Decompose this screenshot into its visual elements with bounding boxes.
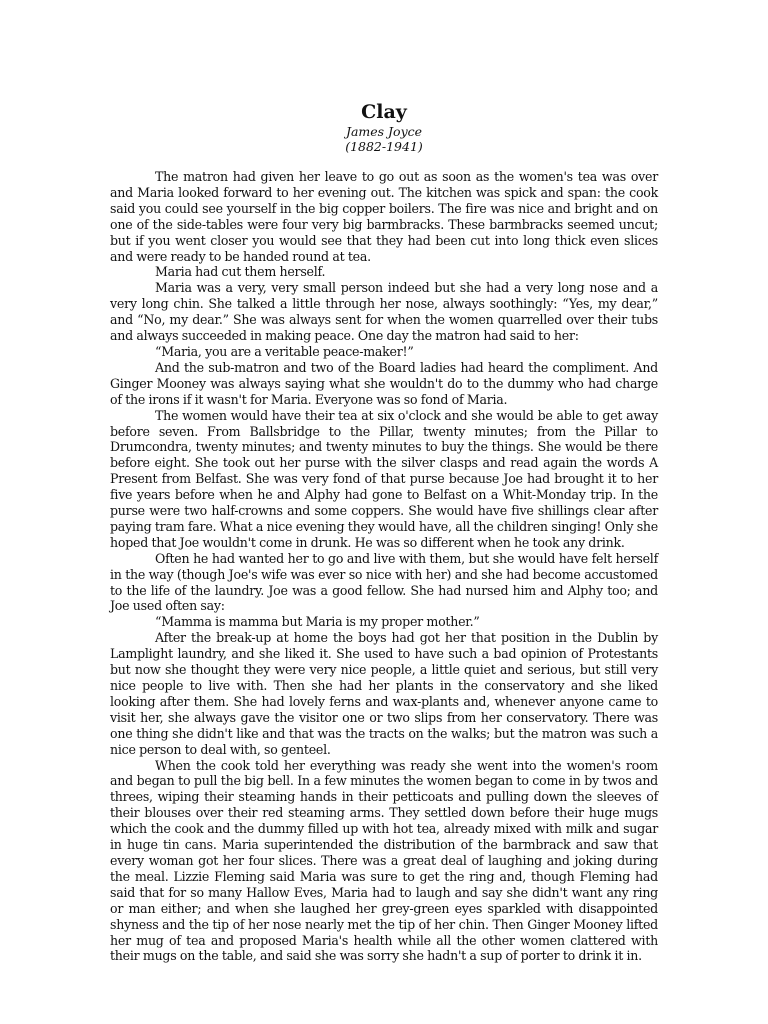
paragraph: When the cook told her everything was ready she went into the women's room and began to pull the big bell. In a few minutes the women began to come in by twos and threes, wiping their steaming hands in their petticoats and pulling down the sleeves of their blouses over their red steaming arms. They settled down before their huge mugs which the cook and the dummy filled up with hot tea, already mixed with milk and sugar in huge tin cans. Maria superintended the distribution of the barmbrack and saw that every woman got her four slices. There was a great deal of laughing and joking during the meal. Lizzie Fleming said Maria was sure to get the ring and, though Fleming had said that for so many Hallow Eves, Maria had to laugh and say she didn't want any ring or man either; and when she laughed her grey-green eyes sparkled with disappointed shyness and the tip of her nose nearly met the tip of her chin. Then Ginger Mooney lifted her mug of tea and proposed Maria's health while all the other women clattered with their mugs on the table, and said she was sorry she hadn't a sup of porter to drink it in.	[110, 757, 658, 964]
author-dates: (1882-1941)	[345, 139, 423, 154]
paragraph: The matron had given her leave to go out as soon as the women's tea was over and Maria looked forward to her evening out. The kitchen was spick and span: the cook said you could see yourself in the big copper boilers. The fire was nice and bright and on one of the side-tables were four very big barmbracks. These barmbracks seemed uncut; but if you went closer you would see that they had been cut into long thick even slices and were ready to be handed round at tea.	[110, 169, 658, 264]
paragraph: “Maria, you are a veritable peace-maker!”	[155, 343, 414, 359]
paragraph: And the sub-matron and two of the Board ladies had heard the compliment. And Ginger Mooney was always saying what she wouldn't do to the dummy who had charge of the irons if it wasn't for Maria. Everyone was so fond of Maria.	[110, 359, 658, 407]
paragraph: After the break-up at home the boys had got her that position in the Dublin by Lamplight laundry, and she liked it. She used to have such a bad opinion of Protestants but now she thought they were very nice people, a little quiet and serious, but still very nice people to live with. Then she had her plants in the conservatory and she liked looking after them. She had lovely ferns and wax-plants and, whenever anyone came to visit her, she always gave the visitor one or two slips from her conservatory. There was one thing she didn't like and that was the tracts on the walks; but the matron was such a nice person to deal with, so genteel.	[110, 630, 658, 757]
story-body	[110, 169, 658, 964]
paragraph: “Mamma is mamma but Maria is my proper mother.”	[155, 614, 480, 630]
author-name: James Joyce	[345, 124, 423, 139]
story-title: Clay	[361, 101, 407, 123]
paragraph: The women would have their tea at six o'clock and she would be able to get away before seven. From Ballsbridge to the Pillar, twenty minutes; from the Pillar to Drumcondra, twenty minutes; and twenty minutes to buy the things. She would be there before eight. She took out her purse with the silver clasps and read again the words A Present from Belfast. She was very fond of that purse because Joe had brought it to her five years before when he and Alphy had gone to Belfast on a Whit-Monday trip. In the purse were two half-crowns and some coppers. She would have five shillings clear after paying tram fare. What a nice evening they would have, all the children singing! Only she hoped that Joe wouldn't come in drunk. He was so different when he took any drink.	[110, 407, 658, 550]
paragraph: Often he had wanted her to go and live with them, but she would have felt herself in the way (though Joe's wife was ever so nice with her) and she had become accustomed to the life of the laundry. Joe was a good fellow. She had nursed him and Alphy too; and Joe used often say:	[110, 550, 658, 614]
paragraph: Maria had cut them herself.	[155, 264, 326, 280]
document-page	[110, 100, 658, 964]
paragraph: Maria was a very, very small person indeed but she had a very long nose and a very long chin. She talked a little through her nose, always soothingly: “Yes, my dear,” and “No, my dear.” She was always sent for when the women quarrelled over their tubs and always succeeded in making peace. One day the matron had said to her:	[110, 280, 658, 344]
